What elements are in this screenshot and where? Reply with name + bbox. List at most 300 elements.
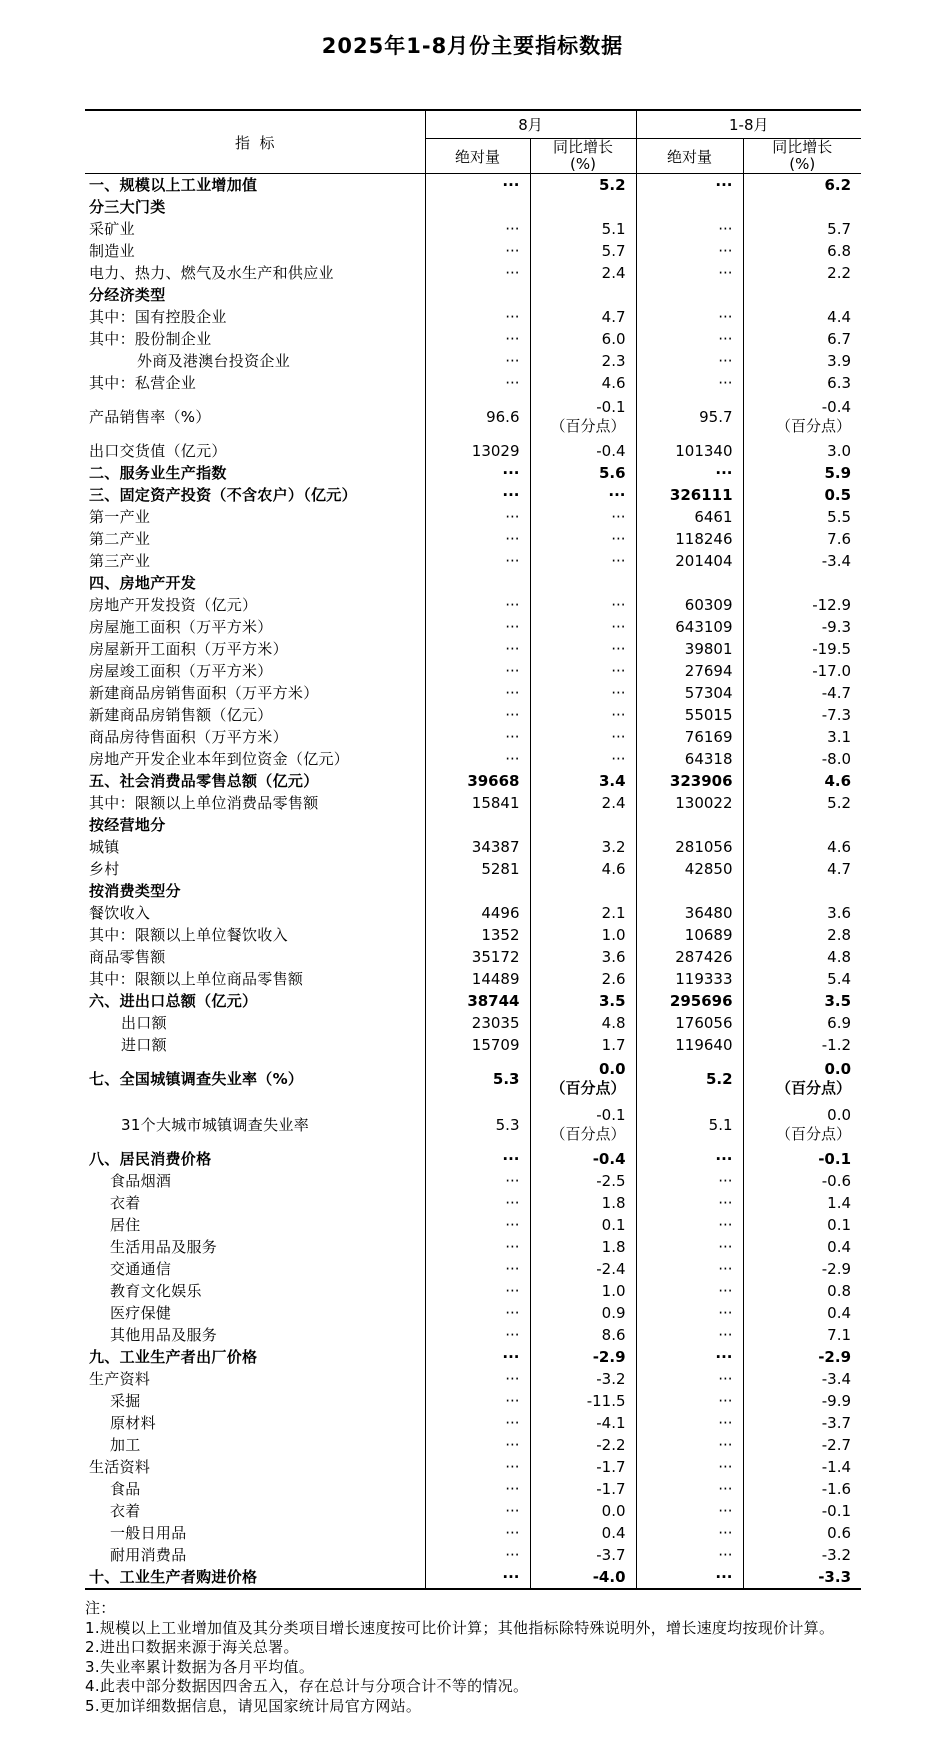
table-row <box>85 350 861 372</box>
cum-absolute-value: 119640 <box>636 1034 743 1056</box>
aug-yoy-value: -3.7 <box>530 1544 636 1566</box>
aug-absolute-value: ··· <box>425 1500 530 1522</box>
indicator-label: 31个大城市城镇调查失业率 <box>121 1115 309 1134</box>
aug-yoy-value: 1.0 <box>530 924 636 946</box>
aug-absolute-value: ··· <box>425 1148 530 1170</box>
aug-yoy-value: 5.2 <box>530 174 636 197</box>
cum-yoy-value: -0.1 <box>743 1148 861 1170</box>
cum-absolute-value: 643109 <box>636 616 743 638</box>
aug-absolute-value: 23035 <box>425 1012 530 1034</box>
aug-yoy-value: -0.1 （百分点） <box>530 394 636 440</box>
cum-yoy-value: 5.5 <box>743 506 861 528</box>
aug-absolute-value: 15709 <box>425 1034 530 1056</box>
table-row <box>85 1012 861 1034</box>
aug-absolute-value: ··· <box>425 1522 530 1544</box>
aug-yoy-value: -2.5 <box>530 1170 636 1192</box>
aug-yoy-value: 4.6 <box>530 858 636 880</box>
aug-absolute-value: 35172 <box>425 946 530 968</box>
cum-absolute-value: ··· <box>636 1368 743 1390</box>
cum-absolute-value: 95.7 <box>636 394 743 440</box>
indicator-label: 新建商品房销售额（亿元） <box>89 705 273 724</box>
table-row <box>85 1544 861 1566</box>
aug-yoy-value: 5.1 <box>530 218 636 240</box>
cum-yoy-value: -7.3 <box>743 704 861 726</box>
cum-absolute-value: 201404 <box>636 550 743 572</box>
cum-yoy-value: 7.1 <box>743 1324 861 1346</box>
cum-absolute-value: ··· <box>636 1434 743 1456</box>
aug-absolute-value: 15841 <box>425 792 530 814</box>
aug-yoy-value: 2.6 <box>530 968 636 990</box>
table-row <box>85 638 861 660</box>
cum-yoy-value: 3.9 <box>743 350 861 372</box>
cum-yoy-value: -4.7 <box>743 682 861 704</box>
cum-absolute-value <box>636 284 743 306</box>
aug-yoy-value: 3.5 <box>530 990 636 1012</box>
aug-absolute-value: ··· <box>425 638 530 660</box>
indicator-label: 商品房待售面积（万平方米） <box>89 727 288 746</box>
aug-absolute-value: 5.3 <box>425 1102 530 1148</box>
table-row <box>85 748 861 770</box>
aug-absolute-value: ··· <box>425 682 530 704</box>
aug-absolute-value: 4496 <box>425 902 530 924</box>
aug-absolute-value <box>425 196 530 218</box>
aug-absolute-value: ··· <box>425 616 530 638</box>
aug-absolute-value: ··· <box>425 1324 530 1346</box>
cum-yoy-value <box>743 880 861 902</box>
aug-absolute-value: 14489 <box>425 968 530 990</box>
cum-absolute-value <box>636 880 743 902</box>
notes-label: 注： <box>85 1599 116 1617</box>
table-row <box>85 484 861 506</box>
table-row <box>85 726 861 748</box>
aug-absolute-value: 96.6 <box>425 394 530 440</box>
indicator-label: 原材料 <box>110 1413 156 1432</box>
table-row <box>85 1566 861 1589</box>
aug-yoy-value: -1.7 <box>530 1456 636 1478</box>
aug-yoy-value: 1.8 <box>530 1236 636 1258</box>
cum-absolute-value: ··· <box>636 1522 743 1544</box>
indicator-label: 房屋新开工面积（万平方米） <box>89 639 288 658</box>
table-row <box>85 1148 861 1170</box>
indicator-label: 医疗保健 <box>110 1303 172 1322</box>
cum-yoy-value: 7.6 <box>743 528 861 550</box>
table-row <box>85 462 861 484</box>
indicator-label: 一、规模以上工业增加值 <box>89 175 258 194</box>
aug-yoy-value: ··· <box>530 528 636 550</box>
indicator-label: 交通通信 <box>110 1259 172 1278</box>
cum-yoy-value: -12.9 <box>743 594 861 616</box>
aug-yoy-value <box>530 880 636 902</box>
aug-yoy-value: -2.4 <box>530 1258 636 1280</box>
cum-yoy-value: -2.9 <box>743 1346 861 1368</box>
indicator-label: 第三产业 <box>89 551 151 570</box>
indicator-label: 其他用品及服务 <box>110 1325 218 1344</box>
note-item: 1.规模以上工业增加值及其分类项目增长速度按可比价计算；其他指标除特殊说明外，增长速度均按现价计算。 <box>85 1618 835 1637</box>
table-row <box>85 924 861 946</box>
indicator-label: 生产资料 <box>89 1369 151 1388</box>
table-row <box>85 1236 861 1258</box>
aug-yoy-value: 2.3 <box>530 350 636 372</box>
aug-absolute-value: ··· <box>425 660 530 682</box>
indicator-label: 出口额 <box>121 1013 167 1032</box>
aug-yoy-value: -2.9 <box>530 1346 636 1368</box>
aug-yoy-value <box>530 284 636 306</box>
indicator-label: 乡村 <box>89 859 120 878</box>
indicator-label: 其中：限额以上单位商品零售额 <box>89 969 304 988</box>
table-header-august: 8月 <box>425 110 636 139</box>
aug-absolute-value <box>425 814 530 836</box>
table-row <box>85 1056 861 1102</box>
aug-absolute-value: ··· <box>425 218 530 240</box>
table-body <box>85 174 861 1590</box>
cum-yoy-value: 3.0 <box>743 440 861 462</box>
aug-yoy-value <box>530 196 636 218</box>
cum-absolute-value: ··· <box>636 1170 743 1192</box>
table-row <box>85 1412 861 1434</box>
aug-yoy-value: ··· <box>530 550 636 572</box>
table-row <box>85 1368 861 1390</box>
aug-absolute-value: ··· <box>425 328 530 350</box>
aug-yoy-value: 4.6 <box>530 372 636 394</box>
cum-absolute-value: ··· <box>636 1390 743 1412</box>
aug-absolute-value <box>425 880 530 902</box>
aug-absolute-value: ··· <box>425 1302 530 1324</box>
aug-yoy-value <box>530 572 636 594</box>
table-row <box>85 1324 861 1346</box>
notes <box>85 1599 885 1716</box>
indicator-label: 第一产业 <box>89 507 151 526</box>
cum-absolute-value: 60309 <box>636 594 743 616</box>
indicator-label: 分经济类型 <box>89 285 166 304</box>
indicator-label: 二、服务业生产指数 <box>89 463 227 482</box>
table-row <box>85 1302 861 1324</box>
cum-yoy-value: 0.4 <box>743 1302 861 1324</box>
indicator-label: 房屋竣工面积（万平方米） <box>89 661 273 680</box>
indicator-label: 其中：限额以上单位消费品零售额 <box>89 793 319 812</box>
table-row <box>85 1500 861 1522</box>
aug-yoy-value: 0.1 <box>530 1214 636 1236</box>
indicator-label: 十、工业生产者购进价格 <box>89 1567 258 1586</box>
indicator-label: 采矿业 <box>89 219 135 238</box>
cum-absolute-value: ··· <box>636 350 743 372</box>
cum-yoy-value: 4.6 <box>743 836 861 858</box>
indicator-label: 按经营地分 <box>89 815 166 834</box>
cum-absolute-value: 42850 <box>636 858 743 880</box>
cum-yoy-value: 6.3 <box>743 372 861 394</box>
cum-yoy-value: 4.7 <box>743 858 861 880</box>
aug-yoy-value <box>530 814 636 836</box>
aug-yoy-value: -2.2 <box>530 1434 636 1456</box>
indicator-label: 产品销售率（%） <box>89 407 211 426</box>
indicator-label: 按消费类型分 <box>89 881 181 900</box>
aug-absolute-value: ··· <box>425 726 530 748</box>
cum-absolute-value: 27694 <box>636 660 743 682</box>
cum-absolute-value: ··· <box>636 1478 743 1500</box>
indicator-label: 八、居民消费价格 <box>89 1149 212 1168</box>
aug-yoy-value: -0.4 <box>530 440 636 462</box>
aug-yoy-value: ··· <box>530 484 636 506</box>
aug-yoy-value: ··· <box>530 660 636 682</box>
cum-absolute-value: 10689 <box>636 924 743 946</box>
aug-absolute-value: 1352 <box>425 924 530 946</box>
aug-yoy-value: 5.6 <box>530 462 636 484</box>
cum-yoy-value: -0.1 <box>743 1500 861 1522</box>
table-row <box>85 550 861 572</box>
cum-yoy-value: 0.4 <box>743 1236 861 1258</box>
aug-absolute-value: ··· <box>425 1434 530 1456</box>
cum-absolute-value <box>636 814 743 836</box>
indicator-label: 制造业 <box>89 241 135 260</box>
table-row <box>85 1456 861 1478</box>
indicator-label: 进口额 <box>121 1035 167 1054</box>
cum-absolute-value: ··· <box>636 1324 743 1346</box>
cum-yoy-value <box>743 572 861 594</box>
aug-yoy-value: 6.0 <box>530 328 636 350</box>
table-header-aug-absolute: 绝对量 <box>425 139 530 174</box>
cum-absolute-value: 36480 <box>636 902 743 924</box>
cum-absolute-value: 119333 <box>636 968 743 990</box>
cum-yoy-value: -1.6 <box>743 1478 861 1500</box>
aug-yoy-value: 3.6 <box>530 946 636 968</box>
aug-yoy-value: ··· <box>530 704 636 726</box>
note-item: 3.失业率累计数据为各月平均值。 <box>85 1657 315 1676</box>
cum-absolute-value: ··· <box>636 1346 743 1368</box>
indicator-label: 一般日用品 <box>110 1523 187 1542</box>
cum-absolute-value: ··· <box>636 174 743 197</box>
table-row <box>85 660 861 682</box>
table-row <box>85 174 861 197</box>
cum-absolute-value: 6461 <box>636 506 743 528</box>
indicator-label: 食品 <box>110 1479 141 1498</box>
cum-absolute-value: 287426 <box>636 946 743 968</box>
note-item: 5.更加详细数据信息，请见国家统计局官方网站。 <box>85 1696 422 1715</box>
aug-yoy-value: -0.4 <box>530 1148 636 1170</box>
aug-yoy-value: 1.0 <box>530 1280 636 1302</box>
indicator-label: 九、工业生产者出厂价格 <box>89 1347 258 1366</box>
cum-absolute-value: ··· <box>636 1500 743 1522</box>
table-row <box>85 506 861 528</box>
aug-yoy-value: 0.0 （百分点） <box>530 1056 636 1102</box>
cum-yoy-value: 3.5 <box>743 990 861 1012</box>
table-row <box>85 1258 861 1280</box>
indicator-label: 城镇 <box>89 837 120 856</box>
indicator-label: 房地产开发投资（亿元） <box>89 595 258 614</box>
aug-absolute-value <box>425 284 530 306</box>
aug-yoy-value: -1.7 <box>530 1478 636 1500</box>
aug-absolute-value: ··· <box>425 484 530 506</box>
aug-yoy-value: 1.8 <box>530 1192 636 1214</box>
table-row <box>85 682 861 704</box>
cum-yoy-value: -9.9 <box>743 1390 861 1412</box>
cum-yoy-value: 0.5 <box>743 484 861 506</box>
indicator-label: 生活用品及服务 <box>110 1237 218 1256</box>
cum-absolute-value: 76169 <box>636 726 743 748</box>
table-row <box>85 528 861 550</box>
yoy-unit-label: (%) <box>570 155 596 173</box>
cum-yoy-value: -3.4 <box>743 1368 861 1390</box>
cum-yoy-value: 5.4 <box>743 968 861 990</box>
table-row <box>85 1346 861 1368</box>
cum-absolute-value: ··· <box>636 1302 743 1324</box>
aug-absolute-value: ··· <box>425 1544 530 1566</box>
indicator-label: 加工 <box>110 1435 141 1454</box>
table-header-indicator: 指 标 <box>85 110 425 174</box>
cum-absolute-value: ··· <box>636 328 743 350</box>
aug-absolute-value: 13029 <box>425 440 530 462</box>
cum-yoy-value: -8.0 <box>743 748 861 770</box>
aug-yoy-value: ··· <box>530 748 636 770</box>
aug-absolute-value: ··· <box>425 1456 530 1478</box>
cum-absolute-value: ··· <box>636 1280 743 1302</box>
cum-absolute-value: ··· <box>636 372 743 394</box>
cum-yoy-value: 0.0 （百分点） <box>743 1056 861 1102</box>
note-item: 4.此表中部分数据因四舍五入，存在总计与分项合计不等的情况。 <box>85 1677 529 1695</box>
table-row <box>85 968 861 990</box>
table-row <box>85 218 861 240</box>
cum-absolute-value: 64318 <box>636 748 743 770</box>
cum-absolute-value: 295696 <box>636 990 743 1012</box>
cum-yoy-value: 6.7 <box>743 328 861 350</box>
percentage-point-unit: （百分点） <box>550 1079 626 1097</box>
aug-absolute-value: ··· <box>425 704 530 726</box>
cum-yoy-value: -17.0 <box>743 660 861 682</box>
cum-absolute-value: 101340 <box>636 440 743 462</box>
percentage-point-unit: （百分点） <box>776 417 852 435</box>
notes-list <box>85 1619 885 1717</box>
indicator-label: 五、社会消费品零售总额（亿元） <box>89 771 319 790</box>
cum-yoy-value: -19.5 <box>743 638 861 660</box>
cum-absolute-value: ··· <box>636 1412 743 1434</box>
aug-absolute-value: ··· <box>425 1258 530 1280</box>
cum-absolute-value: ··· <box>636 240 743 262</box>
cum-absolute-value: 5.1 <box>636 1102 743 1148</box>
table-row <box>85 814 861 836</box>
indicator-label: 外商及港澳台投资企业 <box>137 351 291 370</box>
aug-yoy-value: ··· <box>530 594 636 616</box>
aug-yoy-value: ··· <box>530 726 636 748</box>
note-item: 2.进出口数据来源于海关总署。 <box>85 1638 299 1656</box>
table-row <box>85 240 861 262</box>
cum-absolute-value: ··· <box>636 306 743 328</box>
aug-yoy-value: ··· <box>530 682 636 704</box>
indicator-label: 商品零售额 <box>89 947 166 966</box>
table-row <box>85 1390 861 1412</box>
cum-yoy-value: -9.3 <box>743 616 861 638</box>
table-row <box>85 616 861 638</box>
indicator-label: 新建商品房销售面积（万平方米） <box>89 683 319 702</box>
table-row <box>85 1170 861 1192</box>
indicator-label: 七、全国城镇调查失业率（%） <box>89 1069 304 1088</box>
aug-absolute-value: ··· <box>425 1236 530 1258</box>
indicator-label: 居住 <box>110 1215 141 1234</box>
percentage-point-unit: （百分点） <box>776 1125 852 1143</box>
aug-yoy-value: 1.7 <box>530 1034 636 1056</box>
aug-yoy-value: 2.4 <box>530 262 636 284</box>
indicator-label: 衣着 <box>110 1193 141 1212</box>
aug-yoy-value: -3.2 <box>530 1368 636 1390</box>
yoy-growth-label: 同比增长 <box>553 138 614 156</box>
cum-yoy-value <box>743 196 861 218</box>
table-row <box>85 1102 861 1148</box>
table-row <box>85 880 861 902</box>
cum-absolute-value: 118246 <box>636 528 743 550</box>
table-row <box>85 1034 861 1056</box>
aug-absolute-value: ··· <box>425 506 530 528</box>
indicators-table <box>85 109 861 1590</box>
indicator-label: 其中：国有控股企业 <box>89 307 227 326</box>
aug-absolute-value: ··· <box>425 1368 530 1390</box>
table-row <box>85 372 861 394</box>
cum-yoy-value: 4.6 <box>743 770 861 792</box>
indicator-label: 电力、热力、燃气及水生产和供应业 <box>89 263 334 282</box>
indicator-label: 第二产业 <box>89 529 151 548</box>
aug-yoy-value: 5.7 <box>530 240 636 262</box>
table-row <box>85 394 861 440</box>
aug-absolute-value: ··· <box>425 240 530 262</box>
table-row <box>85 792 861 814</box>
cum-yoy-value: 5.2 <box>743 792 861 814</box>
table-header-cum-yoy <box>743 139 861 174</box>
cum-yoy-value: 0.0 （百分点） <box>743 1102 861 1148</box>
aug-absolute-value: ··· <box>425 594 530 616</box>
indicator-label: 餐饮收入 <box>89 903 151 922</box>
aug-yoy-value: 3.2 <box>530 836 636 858</box>
cum-yoy-value: 1.4 <box>743 1192 861 1214</box>
aug-yoy-value: -4.1 <box>530 1412 636 1434</box>
cum-yoy-value: -3.3 <box>743 1566 861 1589</box>
cum-yoy-value: -0.6 <box>743 1170 861 1192</box>
cum-absolute-value: 130022 <box>636 792 743 814</box>
table-header-jan-aug: 1-8月 <box>636 110 861 139</box>
cum-absolute-value: 5.2 <box>636 1056 743 1102</box>
aug-absolute-value: ··· <box>425 372 530 394</box>
cum-absolute-value: 281056 <box>636 836 743 858</box>
aug-yoy-value: 2.4 <box>530 792 636 814</box>
cum-absolute-value <box>636 572 743 594</box>
cum-yoy-value: -1.2 <box>743 1034 861 1056</box>
cum-yoy-value: 4.8 <box>743 946 861 968</box>
aug-absolute-value: ··· <box>425 1192 530 1214</box>
table-row <box>85 946 861 968</box>
cum-yoy-value: -2.9 <box>743 1258 861 1280</box>
cum-yoy-value: -3.7 <box>743 1412 861 1434</box>
cum-absolute-value: 57304 <box>636 682 743 704</box>
cum-absolute-value: ··· <box>636 262 743 284</box>
cum-absolute-value: ··· <box>636 218 743 240</box>
indicator-label: 分三大门类 <box>89 197 166 216</box>
cum-absolute-value: ··· <box>636 1456 743 1478</box>
indicator-label: 出口交货值（亿元） <box>89 441 227 460</box>
aug-absolute-value: ··· <box>425 1214 530 1236</box>
cum-yoy-value: -0.4 （百分点） <box>743 394 861 440</box>
page-title: 2025年1-8月份主要指标数据 <box>321 34 624 58</box>
table-row <box>85 1478 861 1500</box>
aug-absolute-value: ··· <box>425 1170 530 1192</box>
aug-yoy-value: 3.4 <box>530 770 636 792</box>
indicator-label: 食品烟酒 <box>110 1171 172 1190</box>
cum-absolute-value: ··· <box>636 1192 743 1214</box>
cum-absolute-value: ··· <box>636 462 743 484</box>
cum-absolute-value: ··· <box>636 1148 743 1170</box>
aug-absolute-value: ··· <box>425 174 530 197</box>
aug-absolute-value: ··· <box>425 1566 530 1589</box>
indicator-label: 其中：股份制企业 <box>89 329 212 348</box>
table-header-aug-yoy <box>530 139 636 174</box>
indicator-label: 房地产开发企业本年到位资金（亿元） <box>89 749 350 768</box>
table-row <box>85 572 861 594</box>
indicator-label: 衣着 <box>110 1501 141 1520</box>
table-row <box>85 1192 861 1214</box>
